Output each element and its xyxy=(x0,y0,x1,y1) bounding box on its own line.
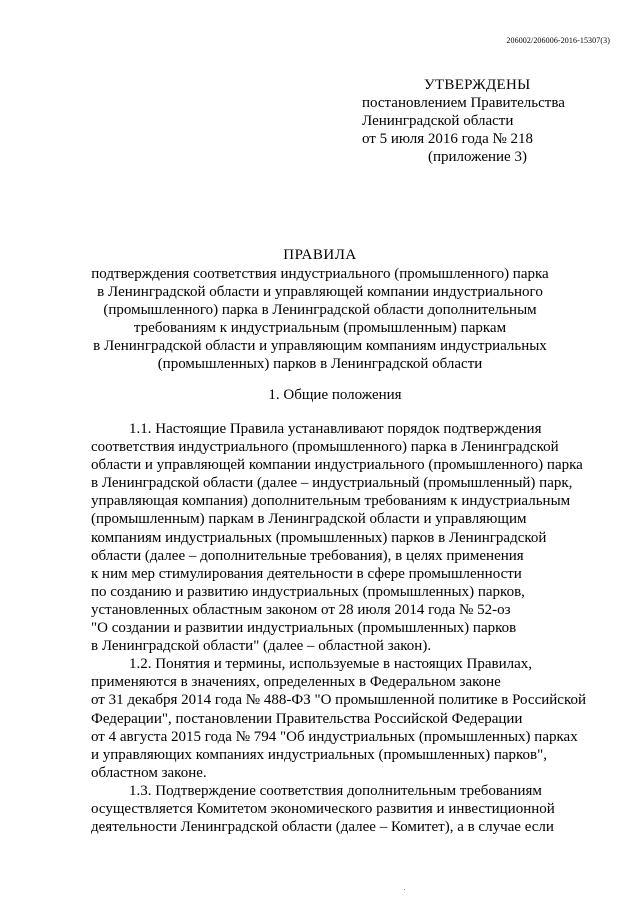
paragraph-line: от 31 декабря 2014 года № 488-ФЗ "О промышленной политике в Российской xyxy=(91,692,586,709)
paragraph-line: 1.1. Настоящие Правила устанавливают порядок подтверждения xyxy=(129,421,542,437)
paragraph-line: к ним мер стимулирования деятельности в сфере промышленности xyxy=(91,565,522,582)
paragraph-line: и управляющих компаниях индустриальных (промышленных) парков", xyxy=(91,746,548,763)
approval-line: постановлением Правительства xyxy=(362,95,565,111)
rules-subtitle-line: подтверждения соответствия индустриального (промышленного) парка xyxy=(91,266,549,282)
paragraph-1-3 xyxy=(91,782,598,836)
scan-speck xyxy=(404,889,405,890)
paragraph-line: деятельности Ленинградской области (далее – Комитет), а в случае если xyxy=(91,819,554,836)
paragraph-line: в Ленинградской области" (далее – областной закон). xyxy=(91,638,432,655)
paragraph-line: 1.2. Понятия и термины, используемые в настоящих Правилах, xyxy=(129,656,532,673)
paragraph-line: по созданию и развитию индустриальных (промышленных) парков, xyxy=(91,583,525,600)
paragraph-line: Федерации", постановлении Правительства Российской Федерации xyxy=(91,710,523,727)
paragraph-line: применяются в значениях, определенных в Федеральном законе xyxy=(91,674,501,691)
rules-subtitle xyxy=(86,265,554,373)
paragraph-line: осуществляется Комитетом экономического развития и инвестиционной xyxy=(91,800,555,817)
paragraph-line: области и управляющей компании индустриального (промышленного) парка xyxy=(91,457,583,474)
rules-subtitle-line: в Ленинградской области и управляющим компаниям индустриальных xyxy=(93,338,547,354)
approval-block xyxy=(362,76,612,166)
paragraph-line: областном законе. xyxy=(91,764,207,781)
approval-line: Ленинградской области xyxy=(362,113,514,129)
paragraph-line: от 4 августа 2015 года № 794 "Об индустриальных (промышленных) парках xyxy=(91,728,578,745)
paragraph-line: "О создании и развитии индустриальных (промышленных) парков xyxy=(91,620,517,637)
paragraph-line: соответствия индустриального (промышленного) парка в Ленинградской xyxy=(91,439,559,456)
paragraph-line: области (далее – дополнительные требования), в целях применения xyxy=(91,547,524,564)
paragraph-line: в Ленинградской области (далее – индустриальный (промышленный) парк, xyxy=(91,475,573,492)
rules-title: ПРАВИЛА xyxy=(283,247,357,263)
rules-subtitle-line: (промышленного) парка в Ленинградской области дополнительным xyxy=(103,302,537,318)
document-code: 206002/206006-2016-15307(3) xyxy=(506,36,610,45)
section-title: 1. Общие положения xyxy=(268,387,402,403)
paragraph-line: (промышленным) паркам в Ленинградской области и управляющим xyxy=(91,511,527,528)
paragraph-line: установленных областным законом от 28 июля 2014 года № 52-оз xyxy=(91,601,511,618)
paragraph-line: управляющая компания) дополнительным требованиям к индустриальным xyxy=(91,493,571,510)
rules-subtitle-line: (промышленных) парков в Ленинградской области xyxy=(157,356,483,372)
approval-line: от 5 июля 2016 года № 218 xyxy=(362,131,534,147)
rules-subtitle-line: в Ленинградской области и управляющей компании индустриального xyxy=(97,284,543,300)
approval-appendix: (приложение 3) xyxy=(428,149,527,165)
rules-subtitle-line: требованиям к индустриальным (промышленным) паркам xyxy=(133,320,507,336)
paragraph-1-2 xyxy=(91,655,598,782)
approval-title: УТВЕРЖДЕНЫ xyxy=(424,77,531,93)
document-body xyxy=(91,420,598,836)
paragraph-line: компаниям индустриальных (промышленных) парков в Ленинградской xyxy=(91,529,547,546)
paragraph-1-1 xyxy=(91,420,598,655)
paragraph-line: 1.3. Подтверждение соответствия дополнительным требованиям xyxy=(129,782,542,799)
